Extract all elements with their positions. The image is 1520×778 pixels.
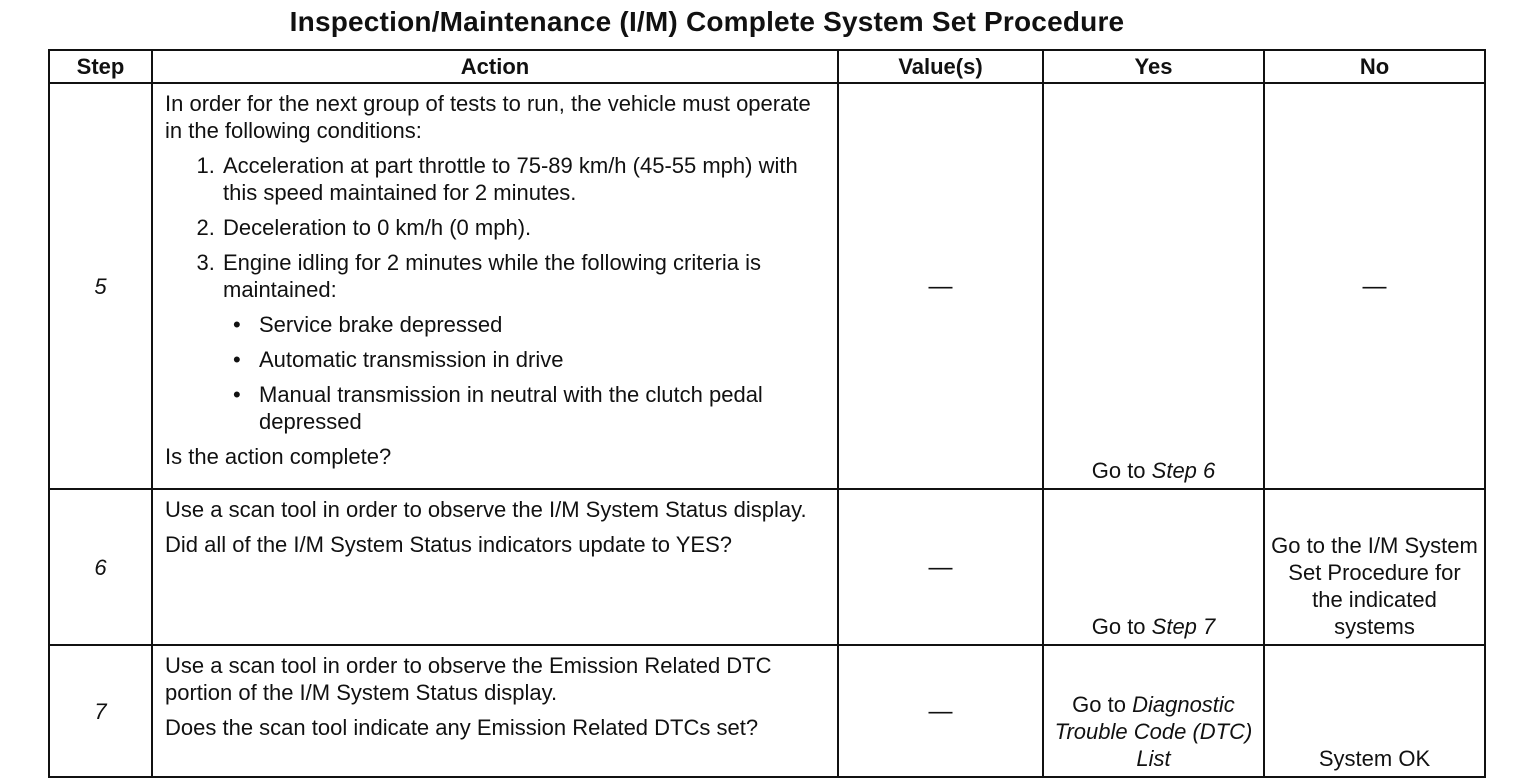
condition-item: 1. Acceleration at part throttle to 75-89 km/h (45-55 mph) with this speed maintained for 2 minutes.	[221, 152, 829, 206]
header-yes: Yes	[1043, 50, 1264, 83]
action-intro: In order for the next group of tests to run, the vehicle must operate in the following conditions:	[165, 91, 811, 143]
table-row	[49, 83, 1485, 489]
value-cell: —	[838, 489, 1043, 645]
value-cell: —	[838, 645, 1043, 777]
yes-cell: Go to Step 6	[1043, 83, 1264, 489]
action-question: Does the scan tool indicate any Emission Related DTCs set?	[165, 715, 759, 740]
criteria-item: • Manual transmission in neutral with the clutch pedal depressed	[257, 381, 829, 435]
step-number: 6	[49, 489, 152, 645]
step-number: 7	[49, 645, 152, 777]
value-cell: —	[838, 83, 1043, 489]
yes-step-ref: Step 6	[1151, 458, 1216, 483]
yes-cell: Go to Step 7	[1043, 489, 1264, 645]
header-step: Step	[49, 50, 152, 83]
table-row	[49, 645, 1485, 777]
criteria-item: • Service brake depressed	[257, 311, 829, 338]
page-title: Inspection/Maintenance (I/M) Complete System Set Procedure	[289, 6, 1125, 37]
no-cell: System OK	[1264, 645, 1485, 777]
action-question: Is the action complete?	[165, 444, 392, 469]
action-question: Did all of the I/M System Status indicators update to YES?	[165, 532, 732, 557]
action-intro: Use a scan tool in order to observe the I/M System Status display.	[165, 497, 807, 522]
action-cell	[152, 645, 838, 777]
criteria-item: • Automatic transmission in drive	[257, 346, 829, 373]
criteria-list	[223, 311, 829, 435]
table-row	[49, 489, 1485, 645]
condition-list	[165, 152, 829, 435]
condition-item: 3. Engine idling for 2 minutes while the following criteria is maintained: • Service brake depressed • Automatic transmission in drive • Manual transmission in neutral with the clutch pedal depressed	[221, 249, 829, 435]
header-action: Action	[152, 50, 838, 83]
no-cell: Go to the I/M System Set Procedure for the indicated systems	[1264, 489, 1485, 645]
yes-step-ref: Step 7	[1151, 614, 1216, 639]
action-cell	[152, 489, 838, 645]
condition-item: 2. Deceleration to 0 km/h (0 mph).	[221, 214, 829, 241]
table-header-row	[49, 50, 1485, 83]
procedure-table	[48, 49, 1486, 778]
step-number: 5	[49, 83, 152, 489]
header-no: No	[1264, 50, 1485, 83]
action-intro: Use a scan tool in order to observe the Emission Related DTC portion of the I/M System Status display.	[165, 653, 772, 705]
header-values: Value(s)	[838, 50, 1043, 83]
yes-cell: Go to Diagnostic Trouble Code (DTC) List	[1043, 645, 1264, 777]
no-cell: —	[1264, 83, 1485, 489]
yes-step-ref: Diagnostic Trouble Code (DTC) List	[1054, 692, 1253, 771]
action-cell	[152, 83, 838, 489]
